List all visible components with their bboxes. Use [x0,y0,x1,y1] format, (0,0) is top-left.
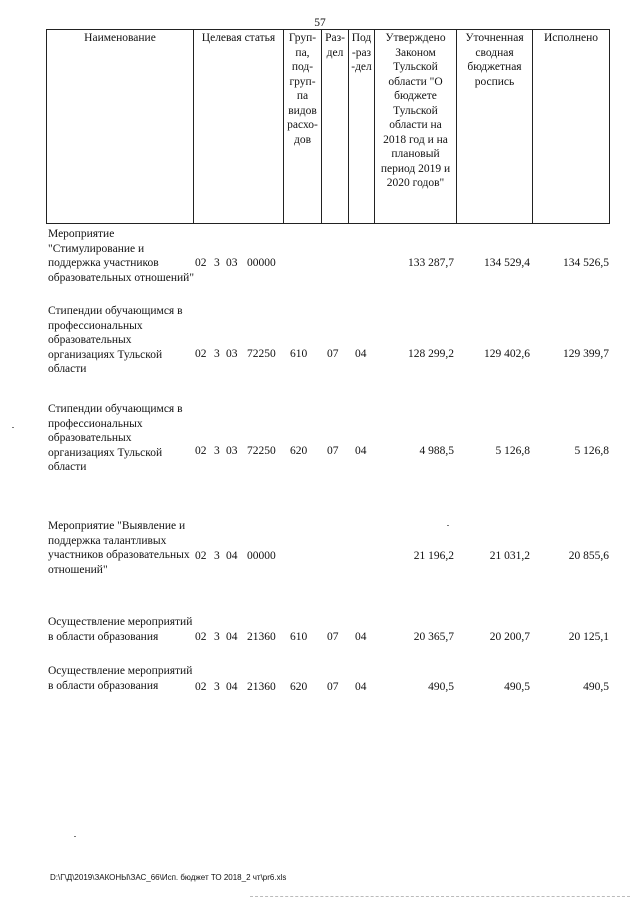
approved-value: 4 988,5 [419,445,454,457]
target-code-3: 04 [226,550,238,562]
footer-dashed-line [250,896,630,897]
page-number: 57 [314,17,326,29]
expense-group-value: 620 [290,681,308,693]
target-code-1: 02 [195,550,207,562]
header-approved: Утверждено Законом Тульской области "О бюджете Тульской области на 2018 год и на плановый период 2019 и 2020 годов" [374,29,456,224]
target-code-2: 3 [214,348,220,360]
target-code-2: 3 [214,257,220,269]
header-executed: Исполнено [532,29,609,224]
approved-value: 20 365,7 [413,631,454,643]
refined-value: 134 529,4 [484,257,530,269]
header-target-article: Целевая статья [193,29,283,224]
target-code-1: 02 [195,681,207,693]
scan-speck [447,525,449,526]
target-code-2: 3 [214,445,220,457]
executed-value: 490,5 [583,681,609,693]
header-section: Раз-дел [321,29,348,224]
header-refined: Уточненная сводная бюджетная роспись [456,29,532,224]
refined-value: 490,5 [504,681,530,693]
target-code-4: 00000 [247,550,276,562]
target-code-2: 3 [214,631,220,643]
refined-value: 129 402,6 [484,348,530,360]
approved-value: 21 196,2 [413,550,454,562]
executed-value: 20 125,1 [568,631,609,643]
target-code-2: 3 [214,681,220,693]
executed-value: 129 399,7 [563,348,609,360]
expense-group-value: 610 [290,348,308,360]
subsection-value: 04 [355,681,367,693]
row-name: Стипендии обучающимся в профессиональных образовательных организациях Тульской области [48,403,183,473]
executed-value: 5 126,8 [574,445,609,457]
target-code-4: 72250 [247,445,276,457]
expense-group-value: 620 [290,445,308,457]
section-value: 07 [327,445,339,457]
section-value: 07 [327,631,339,643]
target-code-1: 02 [195,257,207,269]
subsection-value: 04 [355,631,367,643]
row-name: Мероприятие "Выявление и поддержка талантливых участников образовательных отношений" [48,520,190,576]
target-code-1: 02 [195,348,207,360]
executed-value: 134 526,5 [563,257,609,269]
refined-value: 21 031,2 [489,550,530,562]
target-code-3: 04 [226,631,238,643]
subsection-value: 04 [355,445,367,457]
target-code-3: 04 [226,681,238,693]
executed-value: 20 855,6 [568,550,609,562]
target-code-2: 3 [214,550,220,562]
scan-speck [74,836,76,837]
scan-speck [12,427,14,428]
row-name: Стипендии обучающимся в профессиональных образовательных организациях Тульской области [48,305,183,375]
refined-value: 20 200,7 [489,631,530,643]
expense-group-value: 610 [290,631,308,643]
section-value: 07 [327,681,339,693]
header-expense-group: Груп-па, под-груп-па видов расхо-дов [283,29,321,224]
target-code-3: 03 [226,445,238,457]
target-code-4: 00000 [247,257,276,269]
target-code-3: 03 [226,257,238,269]
row-name: Осуществление мероприятий в области образования [48,616,193,643]
header-right-border [609,29,610,224]
header-name: Наименование [46,29,193,224]
approved-value: 490,5 [428,681,454,693]
header-subsection: Под-раз-дел [348,29,374,224]
section-value: 07 [327,348,339,360]
target-code-1: 02 [195,631,207,643]
row-name: Мероприятие "Стимулирование и поддержка участников образовательных отношений" [48,228,195,284]
subsection-value: 04 [355,348,367,360]
approved-value: 133 287,7 [408,257,454,269]
row-name: Осуществление мероприятий в области образования [48,665,193,692]
target-code-1: 02 [195,445,207,457]
footer-file-path: D:\Г\Д\2019\ЗАКОНЫ\ЗАС_66\Исп. бюджет ТО 2018_2 чт\pr6.xls [50,873,287,882]
target-code-3: 03 [226,348,238,360]
refined-value: 5 126,8 [495,445,530,457]
target-code-4: 72250 [247,348,276,360]
target-code-4: 21360 [247,631,276,643]
target-code-4: 21360 [247,681,276,693]
approved-value: 128 299,2 [408,348,454,360]
